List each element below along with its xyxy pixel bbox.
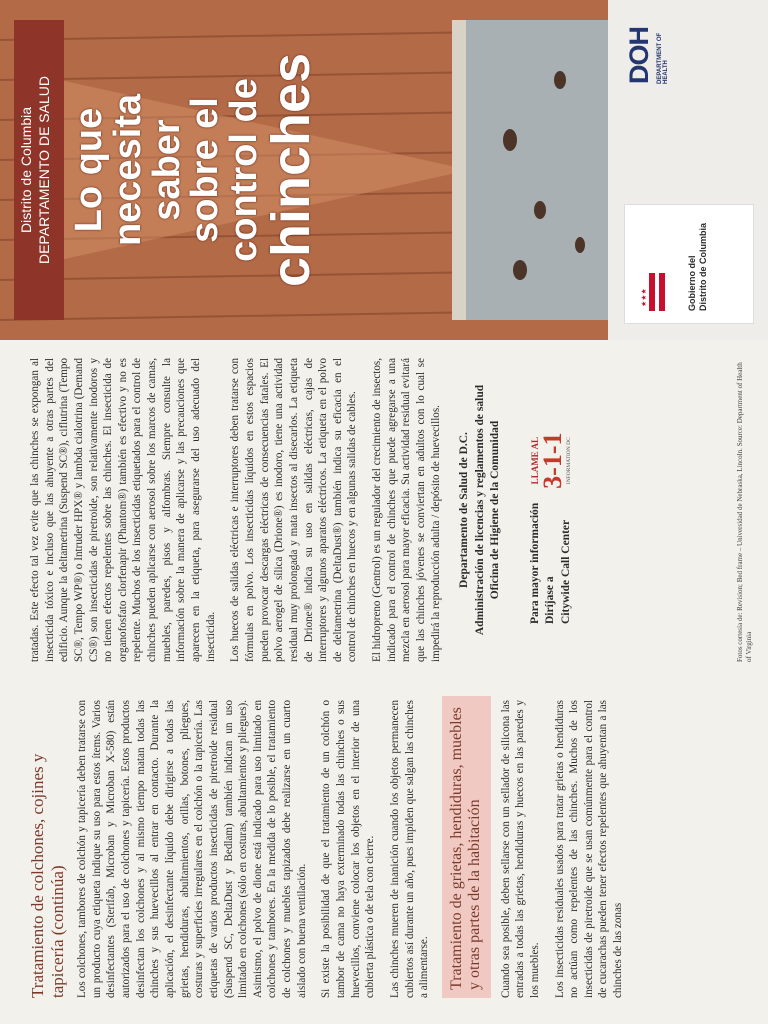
org-line: Oficina de Higiene de la Comunidad	[489, 420, 502, 600]
gov-name-line: Gobierno del	[687, 255, 697, 311]
paragraph: Los huecos de salidas eléctricas e interruptores deben tratarse con fórmulas en polvo. Los insecticidas líquidos en estos espacios pueden provocar descargas eléctricas de consecuencias fatales. El polvo aerogel de sílica (Drione®) es inodoro, tiene una actividad residual muy prolongada y mata insectos al disecarlos. La etiqueta de Drione® indica su uso en salidas eléctricas, cajas de interruptores y algunos aparatos eléctricos. La etiqueta en el polvo de deltametrina (DeltaDust®) también indica su eficacia en el control de chinches en huecos y en algunas salidas de cables.	[229, 358, 359, 662]
badge-sub: INFORMATION DC	[566, 437, 573, 485]
title-line: control de	[223, 78, 265, 262]
contact-lines	[528, 503, 575, 624]
org-line: Administración de licencias y reglamentos de salud	[473, 384, 486, 636]
dc-flag-icon	[637, 273, 671, 311]
paragraph: El hidropreno (Gentrol) es un regulador del crecimiento de insectos, indicado para el control de chinches que puede agregarse a una mezcla en aerosol para mayor eficacia. Su actividad residual evitará que las chinches jóvenes se conviertan en adultos con lo cual se impedirá la reproducción adulta / depósito de huevecillos.	[371, 358, 442, 662]
badge-311	[530, 433, 572, 489]
paragraph: Los colchones, tambores de colchón y tapicería deben tratarse con un producto cuya etiqueta indique su uso para estos ítems. Varios desinfectantes (Sterifab, Microban y Microban X-580) están autorizados para el uso de colchones y tapicería. Estos productos desinfectan los colchones y al mismo tiempo matan todas las chinches y sus huevecillos al entrar en contacto. Durante la aplicación, el desinfectante líquido debe dirigirse a todas las grietas, hendiduras, abultamientos, orillas, botones, pliegues, costuras y superficies irregulares en el colchón o la tapicería. Las etiquetas de varios productos insecticidas de piretroide residual (Suspend SC, DeltaDust y Bedlam) también indican un uso limitado en colchones (sólo en costuras, abultamientos y pliegues). Asimismo, el polvo de dione está indicado para uso limitado en colchones y tambores. En la medida de lo posible, el tratamiento de colchones y muebles tapizados debe realizarse en un cuarto aislado con buena ventilación.	[76, 700, 308, 998]
doh-logo	[624, 16, 734, 84]
badge-number: 3-1-1	[538, 432, 568, 489]
department-banner	[14, 20, 64, 320]
paragraph: tratadas. Este efecto tal vez evite que las chinches se expongan al insecticida tóxico e incluso que las ahuyente a otras partes del edificio. Aunque la deltametrina (Suspend SC®), ciflutrina (Tempo SC®, Tempo WP®) o Intruder HPX® y lambda cialotrina (Demand CS®) son insecticidas de piretroide, son relativamente inodoros y no tienen efectos repelentes sobre las chinches. El insecticida de organofosfato clorfenapir (Phantom®) también es efectivo y no es repelente. Muchos de los insecticidas etiquetados para el control de chinches pueden aplicarse con aerosol sobre los marcos de camas, muebles, paredes, pisos y alfombras. Siempre consulte la información sobre la manera de aplicarse y las precauciones que aparecen en la etiqueta, para asegurarse del uso adecuado del insecticida.	[29, 358, 217, 662]
photo-credit: Fotos cortesía de: Revision; Bed frame – Universidad de Nebraska, Lincoln. Source: Department of Health of Virginia	[735, 362, 753, 662]
org-block	[457, 358, 504, 662]
title-line: saber	[145, 119, 188, 221]
banner-line: DEPARTAMENTO DE SALUD	[35, 76, 52, 265]
contact-line: Diríjase a	[544, 576, 557, 624]
title-line: sobre el	[184, 97, 227, 243]
section-heading-mattresses: Tratamiento de colchones, cojines y tapicería (continúa)	[28, 753, 67, 998]
cover-title	[68, 0, 321, 340]
contact-line: Citywide Call Center	[559, 519, 572, 624]
title-big: chinches	[260, 52, 321, 288]
contact-block	[528, 358, 575, 662]
paragraph: Cuando sea posible, deben sellarse con un sellador de silicona las entradas a todas las grietas, hendiduras y huecos en las paredes y los muebles.	[499, 700, 541, 998]
doh-mark: DOH	[624, 27, 654, 84]
cover-footer	[608, 0, 768, 340]
paragraph: Las chinches mueren de inanición cuando los objetos permanecen cubiertos así durante un año, pues impiden que salgan las chinches a alimentarse.	[388, 700, 431, 998]
gov-name-line: Distrito de Columbia	[698, 222, 709, 311]
svg-text:★★★: ★★★	[640, 288, 648, 307]
doh-label: DEPARTMENT OF HEALTH	[657, 32, 669, 84]
panel-left	[0, 682, 768, 1024]
callout-heading: Tratamiento de grietas, hendiduras, muebles y otras partes de la habitación	[447, 707, 484, 990]
dc-government-logo	[624, 204, 754, 324]
title-line: necesita	[106, 93, 149, 247]
badge-call-label: LLAME AL	[530, 437, 541, 485]
panel-middle	[0, 340, 768, 682]
gov-name	[687, 223, 710, 311]
contact-line: Para mayor información	[528, 502, 541, 624]
title-line: Lo que	[68, 107, 110, 233]
panel-cover	[0, 0, 768, 340]
cover-image	[0, 0, 608, 340]
paragraph: Si existe la posibilidad de que el tratamiento de un colchón o tambor de cama no haya exterminado todas las chinches o sus huevecillos, conviene colocar los objetos en el interior de una cubierta plástica o de tela con cierre.	[320, 700, 377, 998]
paragraph: Los insecticidas residuales usados para tratar grietas o hendiduras no actúan como repelentes de las chinches. Muchos de los insecticidas de piretroide que se usan comúnmente para el control de cucarachas pueden tener efectos repelentes que ahuyentan a las chinches de las zonas	[553, 700, 625, 998]
banner-line: Distrito de Columbia	[18, 106, 34, 234]
org-line: Departamento de Salud de D.C.	[458, 432, 471, 588]
callout-box	[442, 696, 491, 998]
